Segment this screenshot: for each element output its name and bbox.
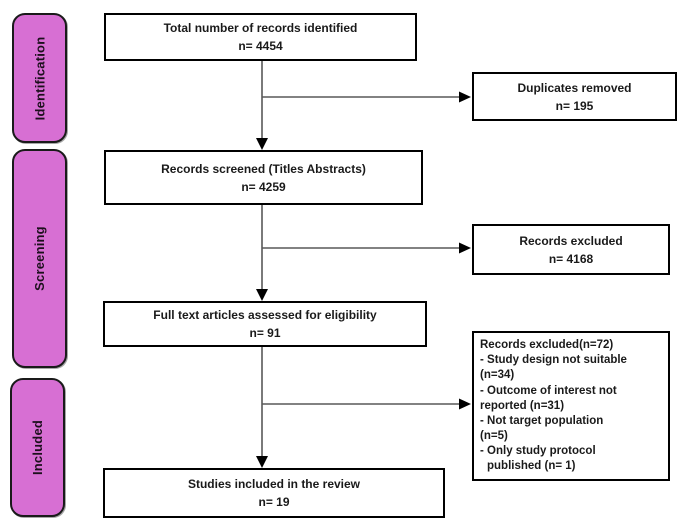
arrow-branch-to-records-excluded	[262, 243, 471, 254]
stage-label-included	[10, 378, 65, 517]
box-title: Full text articles assessed for eligibility	[153, 308, 377, 322]
exclusion-line: - Outcome of interest not	[480, 384, 617, 397]
exclusion-line: published (n= 1)	[487, 460, 576, 473]
arrow-fulltext-to-included	[256, 347, 268, 468]
box-count: n= 91	[249, 326, 281, 340]
exclusion-line: reported (n=31)	[480, 399, 565, 412]
box-title: Total number of records identified	[163, 21, 358, 35]
box-title: Records screened (Titles Abstracts)	[161, 161, 366, 176]
box-count: n= 4168	[548, 251, 594, 266]
box-studies-included	[103, 468, 445, 518]
box-records-excluded	[472, 224, 670, 275]
exclusion-line: - Study design not suitable	[480, 354, 627, 367]
exclusion-line: - Only study protocol	[480, 445, 596, 458]
box-count: n= 19	[258, 495, 290, 509]
box-count: n= 195	[555, 98, 594, 113]
box-records-screened	[104, 150, 423, 205]
stage-label-screening	[12, 149, 67, 368]
exclusion-line: Records excluded(n=72)	[480, 339, 614, 351]
arrow-branch-to-fulltext-excluded	[262, 399, 471, 410]
stage-label-identification	[12, 13, 67, 143]
stage-label-text: Screening	[32, 226, 47, 291]
exclusion-line: (n=5)	[480, 430, 508, 443]
box-count: n= 4454	[238, 39, 283, 53]
box-fulltext-assessed	[103, 301, 427, 347]
stage-label-text: Included	[30, 419, 45, 476]
box-title: Studies included in the review	[187, 477, 361, 491]
box-title: Records excluded	[519, 233, 623, 248]
exclusion-line: (n=34)	[480, 369, 515, 382]
arrow-screened-to-fulltext	[256, 205, 268, 301]
arrow-identified-to-screened	[256, 61, 268, 150]
box-fulltext-excluded	[472, 331, 670, 481]
stage-label-text: Identification	[32, 36, 48, 120]
exclusion-line: - Not target population	[480, 414, 604, 427]
box-records-identified	[104, 13, 417, 61]
arrow-branch-to-duplicates-removed	[262, 92, 471, 103]
box-title: Duplicates removed	[517, 80, 632, 95]
box-duplicates-removed	[472, 72, 677, 121]
box-count: n= 4259	[241, 179, 286, 194]
